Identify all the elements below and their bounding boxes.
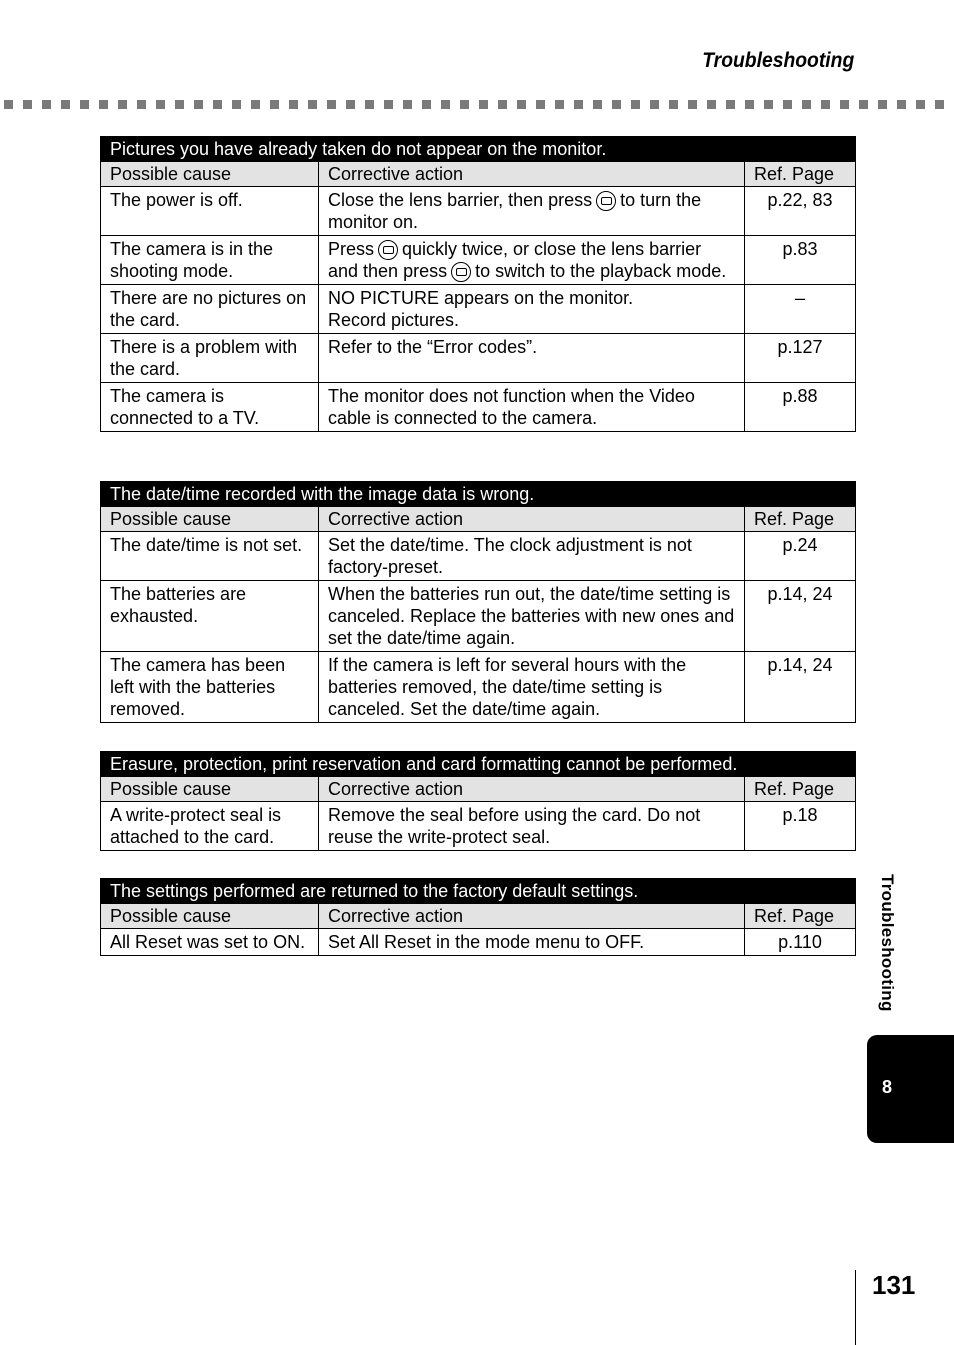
column-header-action: Corrective action: [319, 507, 745, 532]
table-row: [101, 532, 856, 581]
action-text: to switch to the playback mode.: [475, 261, 727, 281]
column-header-ref: Ref. Page: [745, 507, 856, 532]
cause-cell: The date/time is not set.: [101, 532, 319, 581]
table-row: [101, 383, 856, 432]
cause-cell: The camera has been left with the batteries removed.: [101, 652, 319, 723]
action-cell: Remove the seal before using the card. Do not reuse the write-protect seal.: [319, 802, 745, 851]
action-cell: Set the date/time. The clock adjustment is not factory-preset.: [319, 532, 745, 581]
column-header-cause: Possible cause: [101, 904, 319, 929]
cause-cell: The power is off.: [101, 187, 319, 236]
action-cell: When the batteries run out, the date/time setting is canceled. Replace the batteries with new ones and set the date/time again.: [319, 581, 745, 652]
action-text: Close the lens barrier, then press: [328, 190, 593, 210]
column-header-ref: Ref. Page: [745, 904, 856, 929]
monitor-button-icon: [451, 262, 471, 282]
action-line: Record pictures.: [328, 310, 460, 330]
table-row: [101, 652, 856, 723]
table-row: [101, 187, 856, 236]
cause-cell: All Reset was set to ON.: [101, 929, 319, 956]
table-row: [101, 581, 856, 652]
section-title: Troubleshooting: [701, 49, 854, 72]
ref-cell: p.83: [745, 236, 856, 285]
cause-cell: There is a problem with the card.: [101, 334, 319, 383]
table-row: [101, 929, 856, 956]
cause-cell: There are no pictures on the card.: [101, 285, 319, 334]
troubleshooting-table-erasure: [100, 751, 856, 851]
page-number: 131: [872, 1270, 916, 1300]
troubleshooting-table-settings: [100, 878, 856, 956]
action-cell: Refer to the “Error codes”.: [319, 334, 745, 383]
column-header-cause: Possible cause: [101, 162, 319, 187]
dotted-divider: [4, 100, 950, 109]
column-header-ref: Ref. Page: [745, 777, 856, 802]
monitor-button-icon: [596, 191, 616, 211]
table-row: [101, 285, 856, 334]
ref-cell: p.18: [745, 802, 856, 851]
cause-cell: A write-protect seal is attached to the card.: [101, 802, 319, 851]
ref-cell: p.22, 83: [745, 187, 856, 236]
action-cell: [319, 187, 745, 236]
action-line: NO PICTURE appears on the monitor.: [328, 288, 634, 308]
table-title: The date/time recorded with the image data is wrong.: [101, 482, 856, 507]
action-cell: If the camera is left for several hours with the batteries removed, the date/time setting is canceled. Set the date/time again.: [319, 652, 745, 723]
cause-cell: The camera is in the shooting mode.: [101, 236, 319, 285]
cause-cell: The batteries are exhausted.: [101, 581, 319, 652]
chapter-number: 8: [881, 1077, 892, 1097]
action-cell: Set All Reset in the mode menu to OFF.: [319, 929, 745, 956]
table-row: [101, 334, 856, 383]
troubleshooting-table-pictures: [100, 136, 856, 432]
action-cell: [319, 285, 745, 334]
ref-cell: p.127: [745, 334, 856, 383]
action-cell: [319, 236, 745, 285]
column-header-cause: Possible cause: [101, 777, 319, 802]
monitor-button-icon: [378, 240, 398, 260]
table-title: Pictures you have already taken do not appear on the monitor.: [101, 137, 856, 162]
cause-cell: The camera is connected to a TV.: [101, 383, 319, 432]
table-title: Erasure, protection, print reservation and card formatting cannot be performed.: [101, 752, 856, 777]
table-row: [101, 236, 856, 285]
page-number-rule: [855, 1270, 856, 1345]
action-text: to turn the monitor on.: [328, 190, 702, 232]
column-header-ref: Ref. Page: [745, 162, 856, 187]
column-header-cause: Possible cause: [101, 507, 319, 532]
ref-cell: p.14, 24: [745, 581, 856, 652]
ref-cell: p.14, 24: [745, 652, 856, 723]
action-text: Press: [328, 239, 375, 259]
ref-cell: p.24: [745, 532, 856, 581]
ref-cell: p.110: [745, 929, 856, 956]
ref-cell: –: [745, 285, 856, 334]
chapter-tab: [867, 1035, 954, 1143]
side-section-label: Troubleshooting: [878, 874, 897, 1012]
table-title: The settings performed are returned to the factory default settings.: [101, 879, 856, 904]
troubleshooting-table-datetime: [100, 481, 856, 723]
table-row: [101, 802, 856, 851]
column-header-action: Corrective action: [319, 904, 745, 929]
column-header-action: Corrective action: [319, 162, 745, 187]
ref-cell: p.88: [745, 383, 856, 432]
action-text: quickly twice, or close the lens barrier and then press: [328, 239, 702, 281]
action-cell: The monitor does not function when the Video cable is connected to the camera.: [319, 383, 745, 432]
column-header-action: Corrective action: [319, 777, 745, 802]
